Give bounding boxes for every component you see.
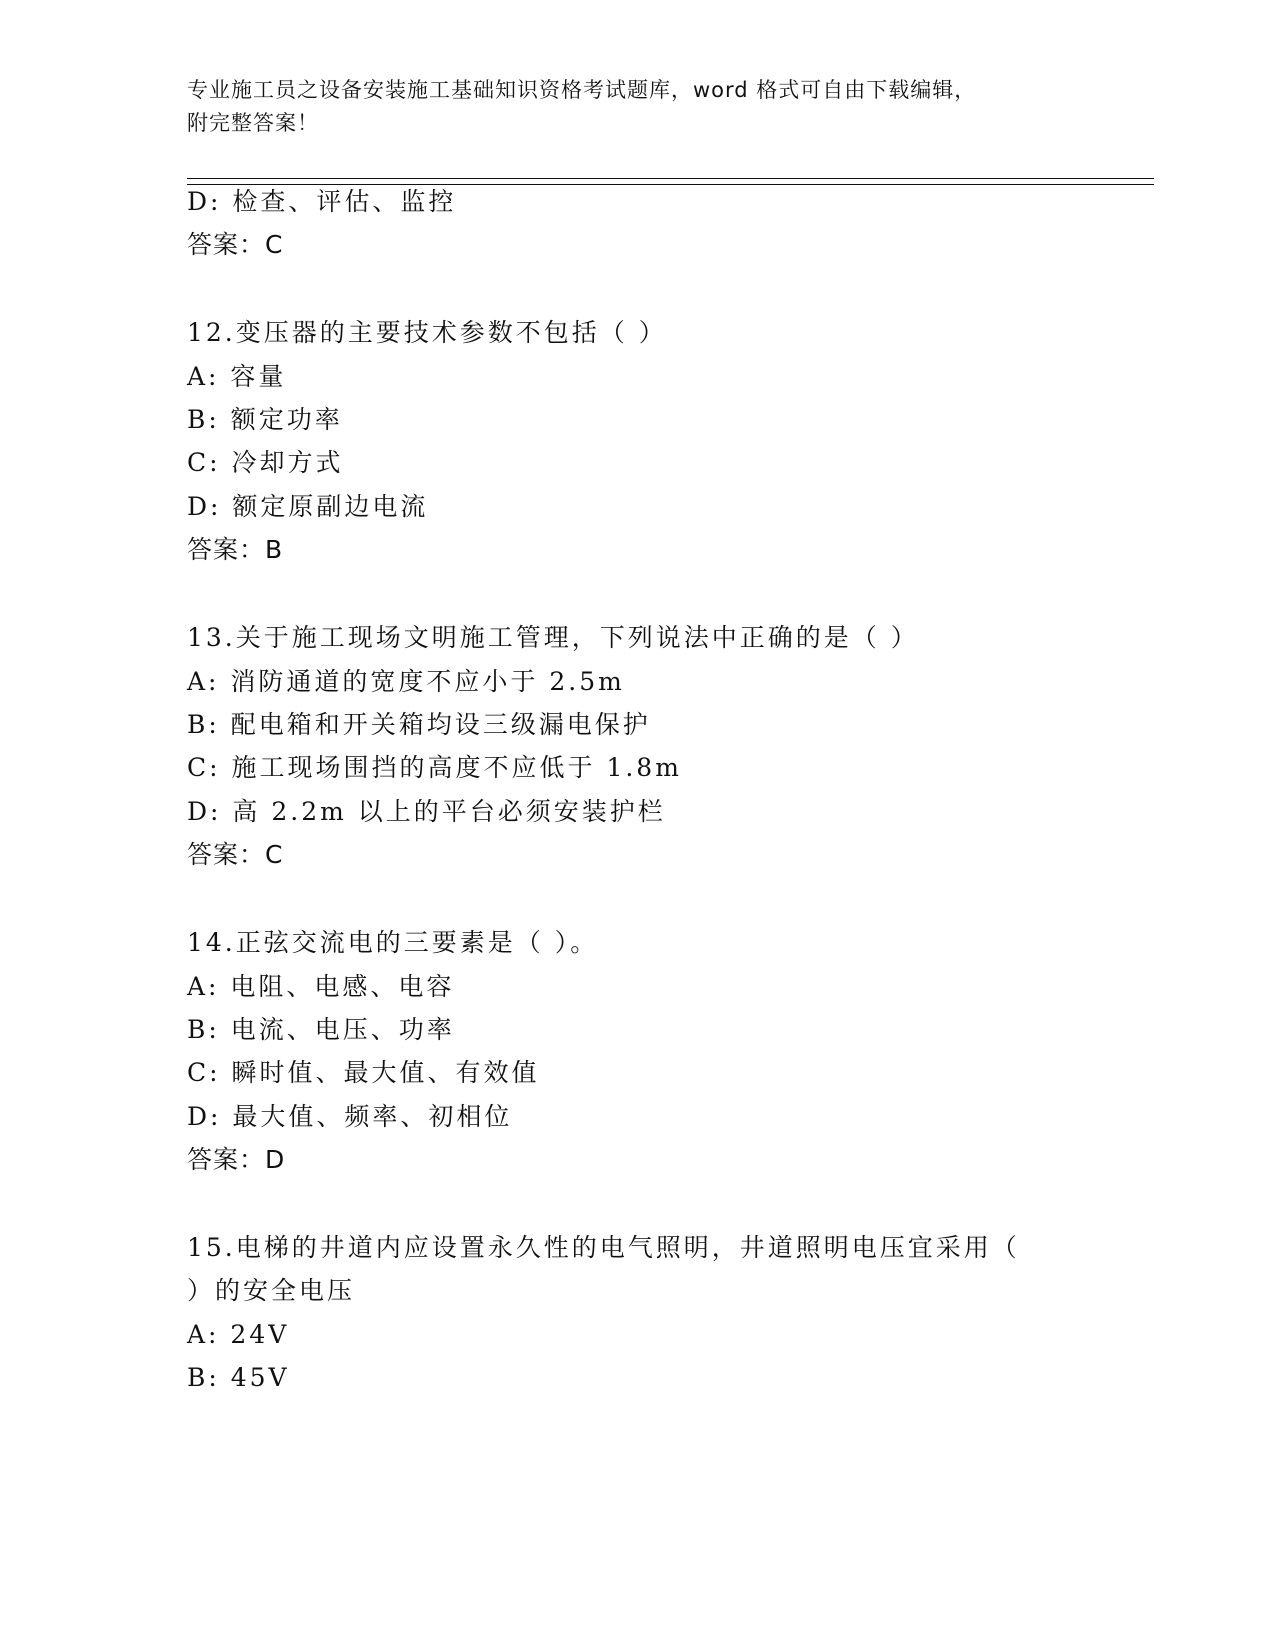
q14-answer: 答案：D: [187, 1145, 286, 1174]
header-title-line-1: 专业施工员之设备安装施工基础知识资格考试题库，word 格式可自由下载编辑，: [187, 78, 977, 102]
header-title-line-2: 附完整答案！: [187, 111, 319, 135]
q13-option-c: C: 施工现场围挡的高度不应低于 1.8m: [187, 753, 682, 782]
q12-option-b: B: 额定功率: [187, 405, 343, 434]
q14-option-d: D: 最大值、频率、初相位: [187, 1102, 513, 1131]
q14-option-a: A: 电阻、电感、电容: [187, 972, 455, 1001]
q14-option-c: C: 瞬时值、最大值、有效值: [187, 1058, 540, 1087]
q11-option-d: D: 检查、评估、监控: [187, 187, 457, 216]
q12-question: 12.变压器的主要技术参数不包括（ ）: [187, 318, 667, 347]
q15-option-b: B: 45V: [187, 1363, 290, 1392]
q13-option-d: D: 高 2.2m 以上的平台必须安装护栏: [187, 797, 666, 826]
q15-question-line-2: ）的安全电压: [187, 1276, 356, 1305]
q15-option-a: A: 24V: [187, 1320, 290, 1349]
q11-answer: 答案：C: [187, 230, 284, 259]
q12-option-a: A: 容量: [187, 362, 287, 391]
q13-option-a: A: 消防通道的宽度不应小于 2.5m: [187, 667, 625, 696]
q15-question-line-1: 15.电梯的井道内应设置永久性的电气照明，井道照明电压宜采用（: [187, 1233, 1020, 1262]
q14-question: 14.正弦交流电的三要素是（ ）。: [187, 928, 599, 957]
q12-option-c: C: 冷却方式: [187, 448, 344, 477]
q14-option-b: B: 电流、电压、功率: [187, 1015, 455, 1044]
page-header: [187, 74, 1087, 140]
q12-option-d: D: 额定原副边电流: [187, 492, 429, 521]
q12-answer: 答案：B: [187, 535, 284, 564]
q13-option-b: B: 配电箱和开关箱均设三级漏电保护: [187, 710, 651, 739]
q13-answer: 答案：C: [187, 840, 284, 869]
header-divider: [187, 178, 1154, 185]
q13-question: 13.关于施工现场文明施工管理，下列说法中正确的是（ ）: [187, 623, 919, 652]
